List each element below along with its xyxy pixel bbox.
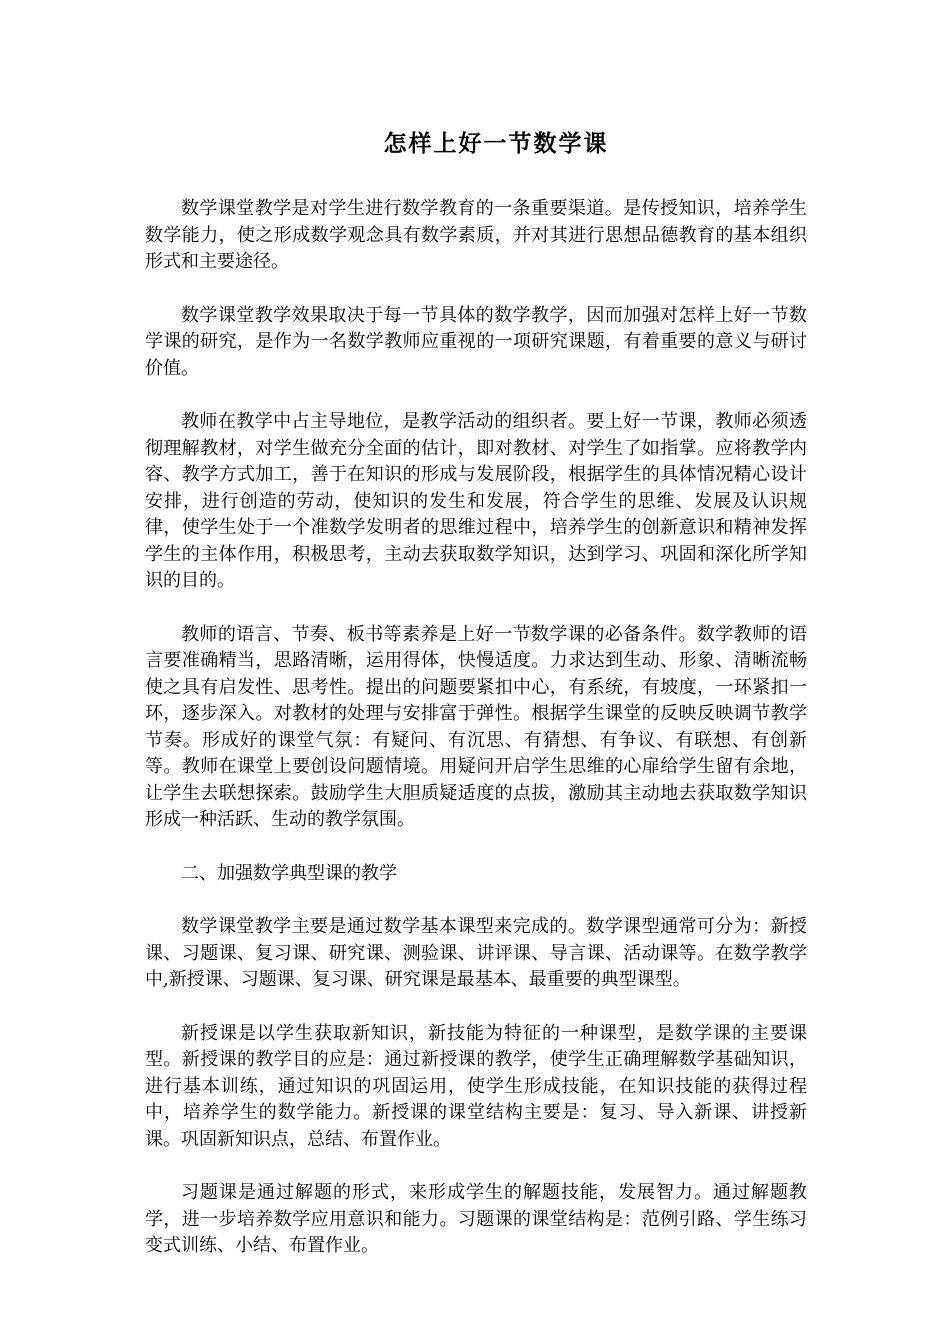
- paragraph-teacher-skills: 教师的语言、节奏、板书等素养是上好一节数学课的必备条件。数学教师的语言要准确精当，思路清晰，运用得体，快慢适度。力求达到生动、形象、清晰流畅使之具有启发性、思考性。提出的问题要紧扣中心，有系统，有坡度，一环紧扣一环，逐步深入。对教材的处理与安排富于弹性。根据学生课堂的反映反映调节教学节奏。形成好的课堂气氛：有疑问、有沉思、有猜想、有争议、有联想、有创新等。教师在课堂上要创设问题情境。用疑问开启学生思维的心扉给学生留有余地，让学生去联想探索。鼓励学生大胆质疑适度的点拔，激励其主动地去获取数学知识形成一种活跃、生动的教学氛围。: [145, 623, 807, 830]
- paragraph-research-value: 数学课堂教学效果取决于每一节具体的数学教学，因而加强对怎样上好一节数学课的研究，是作为一名数学教师应重视的一项研究课题，有着重要的意义与研讨价值。: [145, 304, 807, 379]
- paragraph-lesson-types: 数学课堂教学主要是通过数学基本课型来完成的。数学课型通常可分为：新授课、习题课、复习课、研究课、测验课、讲评课、导言课、活动课等。在数学教学中,新授课、习题课、复习课、研究课是最基本、最重要的典型课型。: [145, 916, 807, 990]
- paragraph-intro: 数学课堂教学是对学生进行数学教育的一条重要渠道。是传授知识，培养学生数学能力，使之形成数学观念具有数学素质，并对其进行思想品德教育的基本组织形式和主要途径。: [145, 198, 807, 272]
- paragraph-new-lesson: 新授课是以学生获取新知识，新技能为特征的一种课型，是数学课的主要课型。新授课的教学目的应是：通过新授课的教学，使学生正确理解数学基础知识，进行基本训练，通过知识的巩固运用，使学生形成技能，在知识技能的获得过程中，培养学生的数学能力。新授课的课堂结构主要是：复习、导入新课、讲授新课。巩固新知识点，总结、布置作业。: [145, 1022, 807, 1150]
- section-heading: 二、加强数学典型课的教学: [181, 862, 397, 884]
- paragraph-teacher-role: 教师在教学中占主导地位，是教学活动的组织者。要上好一节课，教师必须透彻理解教材，对学生做充分全面的估计，即对教材、对学生了如指掌。应将教学内容、教学方式加工，善于在知识的形成与发展阶段，根据学生的具体情况精心设计安排，进行创造的劳动，使知识的发生和发展，符合学生的思维、发展及认识规律，使学生处于一个准数学发明者的思维过程中，培养学生的创新意识和精神发挥学生的主体作用，积极思考，主动去获取数学知识，达到学习、巩固和深化所学知识的目的。: [145, 411, 807, 591]
- document-page: [145, 128, 807, 1287]
- paragraph-exercise-lesson: 习题课是通过解题的形式，来形成学生的解题技能，发展智力。通过解题教学，进一步培养数学应用意识和能力。习题课的课堂结构是：范例引路、学生练习变式训练、小结、布置作业。: [145, 1182, 807, 1256]
- document-title: 怎样上好一节数学课: [383, 130, 609, 157]
